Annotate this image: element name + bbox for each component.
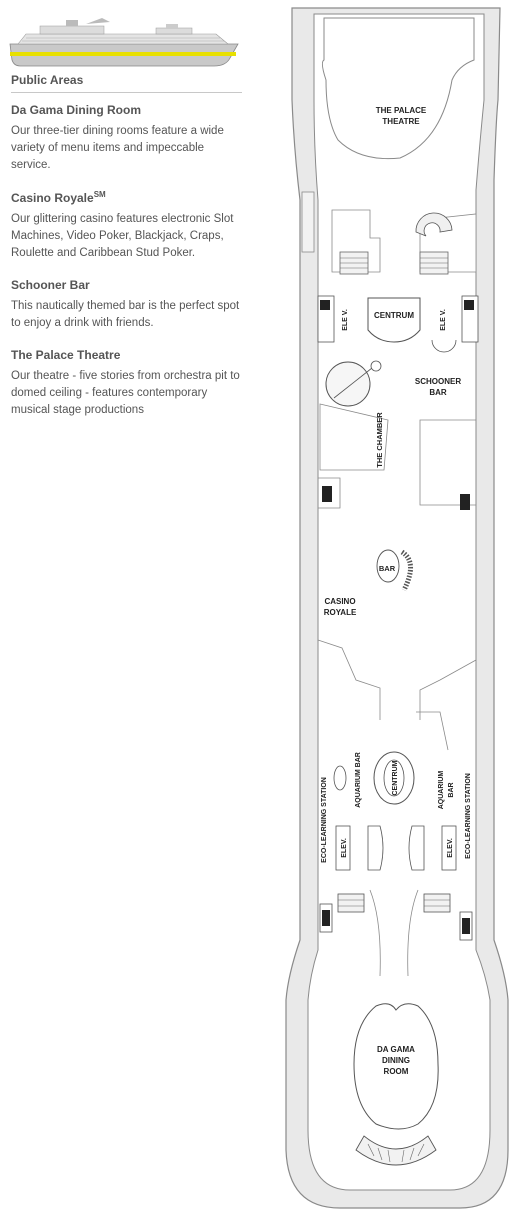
area-description: Our theatre - five stories from orchestra pit to domed ceiling - features contemporary musical stage productions — [11, 370, 240, 416]
area-description: Our glittering casino features electronic Slot Machines, Video Poker, Blackjack, Craps, Roulette and Caribbean Stud Poker. — [11, 213, 234, 259]
area-casino-royale — [11, 190, 242, 262]
bar-label: BAR — [378, 564, 396, 573]
schooner-label-1: SCHOONER — [414, 377, 462, 386]
casino-label-1: CASINO — [324, 597, 356, 606]
elev-left-lower-label: ELEV. — [341, 838, 348, 858]
area-description: This nautically themed bar is the perfect spot to enjoy a drink with friends. — [11, 300, 240, 329]
restroom-icon — [460, 494, 470, 510]
dining-label-1: DA GAMA — [377, 1045, 415, 1054]
dining-label-2: DINING — [382, 1056, 410, 1065]
deck-plan — [280, 0, 520, 1220]
centrum-top-label: CENTRUM — [374, 311, 414, 320]
stairs-icon — [424, 894, 450, 912]
restroom-icon — [320, 300, 330, 310]
area-name-wrap — [11, 190, 242, 205]
restroom-icon — [322, 910, 330, 926]
ship-icon — [6, 10, 240, 70]
chamber-label: THE CHAMBER — [375, 412, 384, 468]
area-schooner-bar — [11, 278, 242, 332]
schooner-label-2: BAR — [429, 388, 447, 397]
restroom-icon — [464, 300, 474, 310]
restroom-icon — [322, 486, 332, 502]
centrum-mid-label: CENTRUM — [392, 760, 399, 796]
aquarium-right-label-2: BAR — [448, 782, 455, 798]
section-title: Public Areas — [11, 73, 242, 93]
area-name: Schooner Bar — [11, 278, 90, 292]
chamber-dome-icon — [326, 362, 370, 406]
dining-label-3: ROOM — [383, 1067, 409, 1076]
aquarium-bar-counter — [334, 766, 346, 790]
area-da-gama — [11, 103, 242, 174]
palace-label-1: THE PALACE — [375, 106, 427, 115]
eco-right-label: ECO-LEARNING STATION — [465, 773, 472, 859]
area-name: Da Gama Dining Room — [11, 103, 142, 117]
staircase-shape — [409, 826, 424, 870]
elev-left-label: ELE V. — [342, 309, 349, 331]
restroom-icon — [462, 918, 470, 934]
elev-right-label: ELE V. — [440, 309, 447, 331]
area-name: The Palace Theatre — [11, 348, 121, 362]
aquarium-right-label-1: AQUARIUM — [438, 770, 445, 810]
palace-label-2: THEATRE — [382, 117, 420, 126]
area-name: Casino Royale — [11, 191, 94, 205]
public-areas-panel — [11, 73, 242, 435]
area-description: Our three-tier dining rooms feature a wide variety of menu items and impeccable service. — [11, 125, 224, 171]
area-palace-theatre — [11, 348, 242, 419]
elev-right-lower-label: ELEV. — [447, 838, 454, 858]
casino-label-2: ROYALE — [323, 608, 357, 617]
side-stair — [302, 192, 314, 252]
service-mark: SM — [93, 190, 106, 199]
eco-left-label: ECO-LEARNING STATION — [321, 777, 328, 863]
aquarium-left-label: AQUARIUM BAR — [355, 752, 362, 808]
stairs-icon — [338, 894, 364, 912]
staircase-shape — [368, 826, 383, 870]
centrum-upper — [368, 298, 420, 342]
